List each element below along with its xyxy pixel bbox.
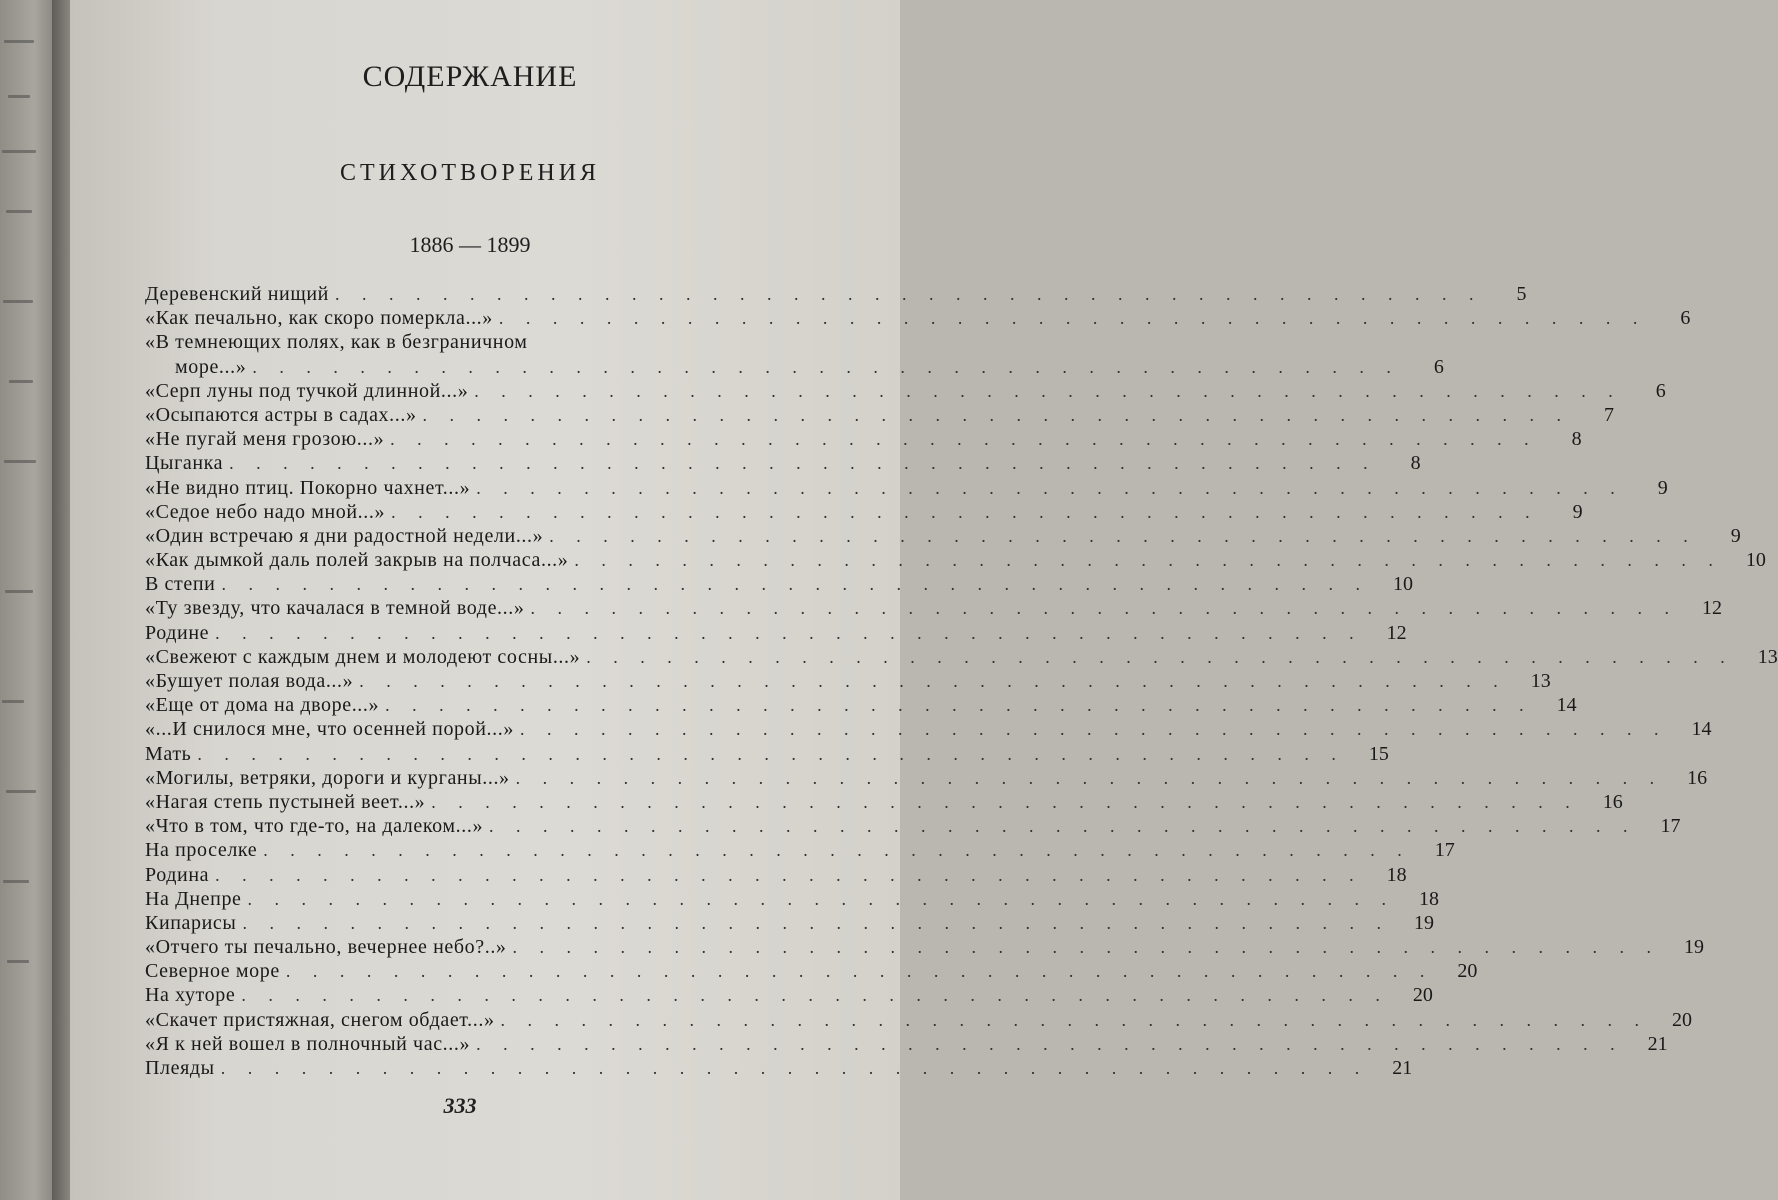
toc-entry: [145, 621, 1407, 645]
dot-leader: . . . . . . . . . . . . . . . . . . . . . . . . . . . . . . . . . . . . . . . . . . .: [586, 646, 1734, 667]
period-heading: 1886 — 1899: [409, 232, 531, 257]
toc-entry: [145, 911, 1434, 935]
dot-leader: . . . . . . . . . . . . . . . . . . . . . . . . . . . . . . . . . . . . . . . . . . .: [242, 912, 1390, 933]
toc-entry: [145, 403, 1615, 427]
toc-entry: [145, 572, 1413, 596]
dot-leader: . . . . . . . . . . . . . . . . . . . . . . . . . . . . . . . . . . . . . . . . . . .: [197, 743, 1345, 764]
toc-entry-page: 14: [1691, 718, 1712, 741]
toc-entry-page: 6: [1680, 307, 1691, 330]
toc-entry-page: 9: [1572, 500, 1583, 523]
toc-entry: [145, 451, 1421, 475]
toc-entry-title: В степи: [145, 573, 216, 596]
toc-entry: [145, 814, 1681, 838]
dot-leader: . . . . . . . . . . . . . . . . . . . . . . . . . . . . . . . . . . . . . . . . . . .: [385, 695, 1533, 716]
dot-leader: . . . . . . . . . . . . . . . . . . . . . . . . . . . . . . . . . . . . . . . . . . .: [549, 525, 1697, 546]
toc-entry-title: море...»: [175, 355, 247, 378]
toc-entry: [145, 476, 1668, 500]
toc-entry: [145, 596, 1722, 620]
toc-entry: [145, 500, 1583, 524]
toc-entry-page: 16: [1602, 790, 1623, 813]
toc-entry: [145, 838, 1455, 862]
toc-entry-title: «...И снилося мне, что осенней порой...»: [145, 718, 514, 741]
page-title: СОДЕРЖАНИЕ: [362, 60, 578, 93]
toc-entry-title: Родине: [145, 621, 210, 644]
toc-entry: [145, 742, 1389, 766]
toc-entry: [145, 766, 1708, 790]
toc-entry-page: 7: [1604, 403, 1615, 426]
dot-leader: . . . . . . . . . . . . . . . . . . . . . . . . . . . . . . . . . . . . . . . . . . .: [229, 453, 1377, 474]
toc-entry-page: 18: [1386, 863, 1407, 886]
toc-entry-page: 20: [1457, 960, 1478, 983]
toc-entry-page: 13: [1757, 645, 1778, 668]
dot-leader: . . . . . . . . . . . . . . . . . . . . . . . . . . . . . . . . . . . . . . . . . . .: [530, 598, 1678, 619]
toc-entry-title: «Как дымкой даль полей закрыв на полчаса...»: [145, 549, 569, 572]
toc-entry-title: Цыганка: [145, 452, 224, 475]
toc-entry-title: «Не пугай меня грозою...»: [145, 428, 385, 451]
dot-leader: . . . . . . . . . . . . . . . . . . . . . . . . . . . . . . . . . . . . . . . . . . .: [390, 429, 1538, 450]
toc-entry: [145, 379, 1666, 403]
dot-leader: . . . . . . . . . . . . . . . . . . . . . . . . . . . . . . . . . . . . . . . . . . .: [512, 937, 1661, 958]
toc-entry: [145, 959, 1478, 983]
toc-entry: [145, 1032, 1668, 1056]
toc-entry-title: Кипарисы: [145, 911, 237, 934]
dot-leader: . . . . . . . . . . . . . . . . . . . . . . . . . . . . . . . . . . . . . . . . . . .: [247, 888, 1396, 909]
toc-entry-title: Плеяды: [145, 1057, 215, 1079]
dot-leader: . . . . . . . . . . . . . . . . . . . . . . . . . . . . . . . . . . . . . . . . . . .: [263, 840, 1411, 861]
toc-entry-title: «Седое небо надо мной...»: [145, 500, 386, 523]
toc-entry: [145, 983, 1433, 1007]
toc-entry-title: Мать: [145, 742, 192, 765]
toc-entry-title: «Бушует полая вода...»: [145, 670, 354, 692]
toc-entry-title: «Нагая степь пустыней веет...»: [145, 790, 426, 813]
toc-entry: [145, 1008, 1693, 1032]
table-of-contents: [145, 282, 1778, 1080]
toc-entry-page: 12: [1701, 597, 1722, 620]
dot-leader: . . . . . . . . . . . . . . . . . . . . . . . . . . . . . . . . . . . . . . . . . . .: [220, 1058, 1369, 1078]
toc-entry-page: 6: [1433, 355, 1444, 378]
toc-entry: [145, 717, 1712, 741]
toc-entry: [145, 790, 1623, 814]
toc-entry: [145, 427, 1582, 451]
toc-entry-page: 17: [1660, 815, 1681, 838]
page-number: 333: [443, 1093, 477, 1118]
toc-entry-page: 17: [1434, 839, 1455, 862]
toc-entry-title: «Серп луны под тучкой длинной...»: [145, 379, 469, 402]
dot-leader: . . . . . . . . . . . . . . . . . . . . . . . . . . . . . . . . . . . . . . . . . . .: [519, 719, 1668, 740]
toc-entry-title: «Ту звезду, что качалася в темной воде...»: [145, 597, 525, 620]
toc-entry-page: 21: [1392, 1057, 1413, 1079]
toc-entry-page: 20: [1672, 1008, 1693, 1031]
dot-leader: . . . . . . . . . . . . . . . . . . . . . . . . . . . . . . . . . . . . . . . . . . .: [476, 1033, 1624, 1054]
dot-leader: . . . . . . . . . . . . . . . . . . . . . . . . . . . . . . . . . . . . . . . . . . .: [422, 404, 1571, 425]
dot-leader: . . . . . . . . . . . . . . . . . . . . . . . . . . . . . . . . . . . . . . . . . . .: [252, 356, 1400, 377]
toc-entry: [145, 863, 1407, 887]
toc-entry-title: «Скачет пристяжная, снегом обдает...»: [145, 1008, 495, 1031]
dot-leader: . . . . . . . . . . . . . . . . . . . . . . . . . . . . . . . . . . . . . . . . . . .: [474, 380, 1622, 401]
toc-entry-page: 9: [1657, 476, 1668, 499]
toc-entry-page: 16: [1687, 766, 1708, 789]
toc-entry-title: Деревенский нищий: [145, 283, 329, 305]
toc-entry-title: Родина: [145, 863, 210, 886]
dot-leader: . . . . . . . . . . . . . . . . . . . . . . . . . . . . . . . . . . . . . . . . . . .: [498, 308, 1647, 329]
dot-leader: . . . . . . . . . . . . . . . . . . . . . . . . . . . . . . . . . . . . . . . . . . .: [515, 767, 1664, 788]
dot-leader: . . . . . . . . . . . . . . . . . . . . . . . . . . . . . . . . . . . . . . . . . . .: [215, 864, 1363, 885]
toc-entry-page: 21: [1647, 1032, 1668, 1055]
toc-entry-title: «Один встречаю я дни радостной недели...»: [145, 524, 544, 547]
toc-entry-page: 19: [1684, 936, 1705, 959]
toc-entry-title: На хуторе: [145, 984, 236, 1007]
toc-entry-page: 20: [1412, 984, 1433, 1007]
toc-entry: [145, 1056, 1413, 1080]
toc-entry: [145, 355, 1444, 379]
toc-entry-title: «Могилы, ветряки, дороги и курганы...»: [145, 766, 510, 789]
toc-entry-page: 12: [1386, 621, 1407, 644]
toc-entry-page: 19: [1413, 911, 1434, 934]
toc-entry-title: «Осыпаются астры в садах...»: [145, 403, 417, 426]
toc-entry-page: 15: [1368, 742, 1389, 765]
toc-entry: [145, 548, 1766, 572]
toc-entry-page: 8: [1410, 452, 1421, 475]
toc-entry-title: На проселке: [145, 839, 258, 862]
dot-leader: . . . . . . . . . . . . . . . . . . . . . . . . . . . . . . . . . . . . . . . . . . .: [489, 816, 1637, 837]
toc-entry: [145, 645, 1778, 669]
toc-entry-title: «Отчего ты печально, вечернее небо?..»: [145, 936, 507, 959]
toc-entry-page: 10: [1745, 549, 1766, 572]
toc-entry-page: 9: [1730, 524, 1741, 547]
dot-leader: . . . . . . . . . . . . . . . . . . . . . . . . . . . . . . . . . . . . . . . . . . .: [334, 284, 1483, 304]
dot-leader: . . . . . . . . . . . . . . . . . . . . . . . . . . . . . . . . . . . . . . . . . . .: [215, 622, 1363, 643]
toc-entry: [145, 669, 1551, 693]
toc-entry-page: 18: [1419, 887, 1440, 910]
toc-entry: [145, 524, 1741, 548]
dot-leader: . . . . . . . . . . . . . . . . . . . . . . . . . . . . . . . . . . . . . . . . . . .: [221, 574, 1369, 595]
toc-entry-page: 5: [1516, 283, 1527, 305]
toc-entry: [145, 330, 785, 354]
toc-entry-title: «Еще от дома на дворе...»: [145, 694, 380, 717]
toc-entry-page: 10: [1392, 573, 1413, 596]
toc-entry-title: Северное море: [145, 960, 280, 983]
dot-leader: . . . . . . . . . . . . . . . . . . . . . . . . . . . . . . . . . . . . . . . . . . .: [500, 1009, 1649, 1030]
toc-entry-page: 6: [1655, 379, 1666, 402]
section-heading: СТИХОТВОРЕНИЯ: [339, 160, 601, 186]
toc-entry: [145, 693, 1577, 717]
dot-leader: . . . . . . . . . . . . . . . . . . . . . . . . . . . . . . . . . . . . . . . . . . .: [285, 961, 1434, 982]
dot-leader: . . . . . . . . . . . . . . . . . . . . . . . . . . . . . . . . . . . . . . . . . . .: [431, 791, 1579, 812]
toc-entry: [145, 306, 1691, 330]
dot-leader: . . . . . . . . . . . . . . . . . . . . . . . . . . . . . . . . . . . . . . . . . . .: [359, 671, 1507, 691]
toc-entry-title: На Днепре: [145, 887, 242, 910]
toc-entry: [145, 935, 1705, 959]
toc-entry-title: «Свежеют с каждым днем и молодеют сосны...»: [145, 645, 581, 668]
toc-entry-page: 13: [1530, 670, 1551, 692]
toc-entry-page: 14: [1556, 694, 1577, 717]
dot-leader: . . . . . . . . . . . . . . . . . . . . . . . . . . . . . . . . . . . . . . . . . . .: [391, 501, 1539, 522]
toc-entry-title: «Как печально, как скоро померкла...»: [145, 307, 493, 330]
dot-leader: . . . . . . . . . . . . . . . . . . . . . . . . . . . . . . . . . . . . . . . . . . .: [476, 477, 1624, 498]
dot-leader: . . . . . . . . . . . . . . . . . . . . . . . . . . . . . . . . . . . . . . . . . . .: [574, 550, 1722, 571]
toc-entry: [145, 887, 1440, 911]
toc-entry-title: «Не видно птиц. Покорно чахнет...»: [145, 476, 471, 499]
toc-entry-title: «В темнеющих полях, как в безграничном: [145, 331, 528, 354]
toc-entry-title: «Я к ней вошел в полночный час...»: [145, 1032, 471, 1055]
toc-entry-page: 8: [1571, 428, 1582, 451]
toc-entry-title: «Что в том, что где-то, на далеком...»: [145, 815, 484, 838]
dot-leader: . . . . . . . . . . . . . . . . . . . . . . . . . . . . . . . . . . . . . . . . . . .: [241, 985, 1389, 1006]
toc-entry: [145, 282, 1527, 306]
